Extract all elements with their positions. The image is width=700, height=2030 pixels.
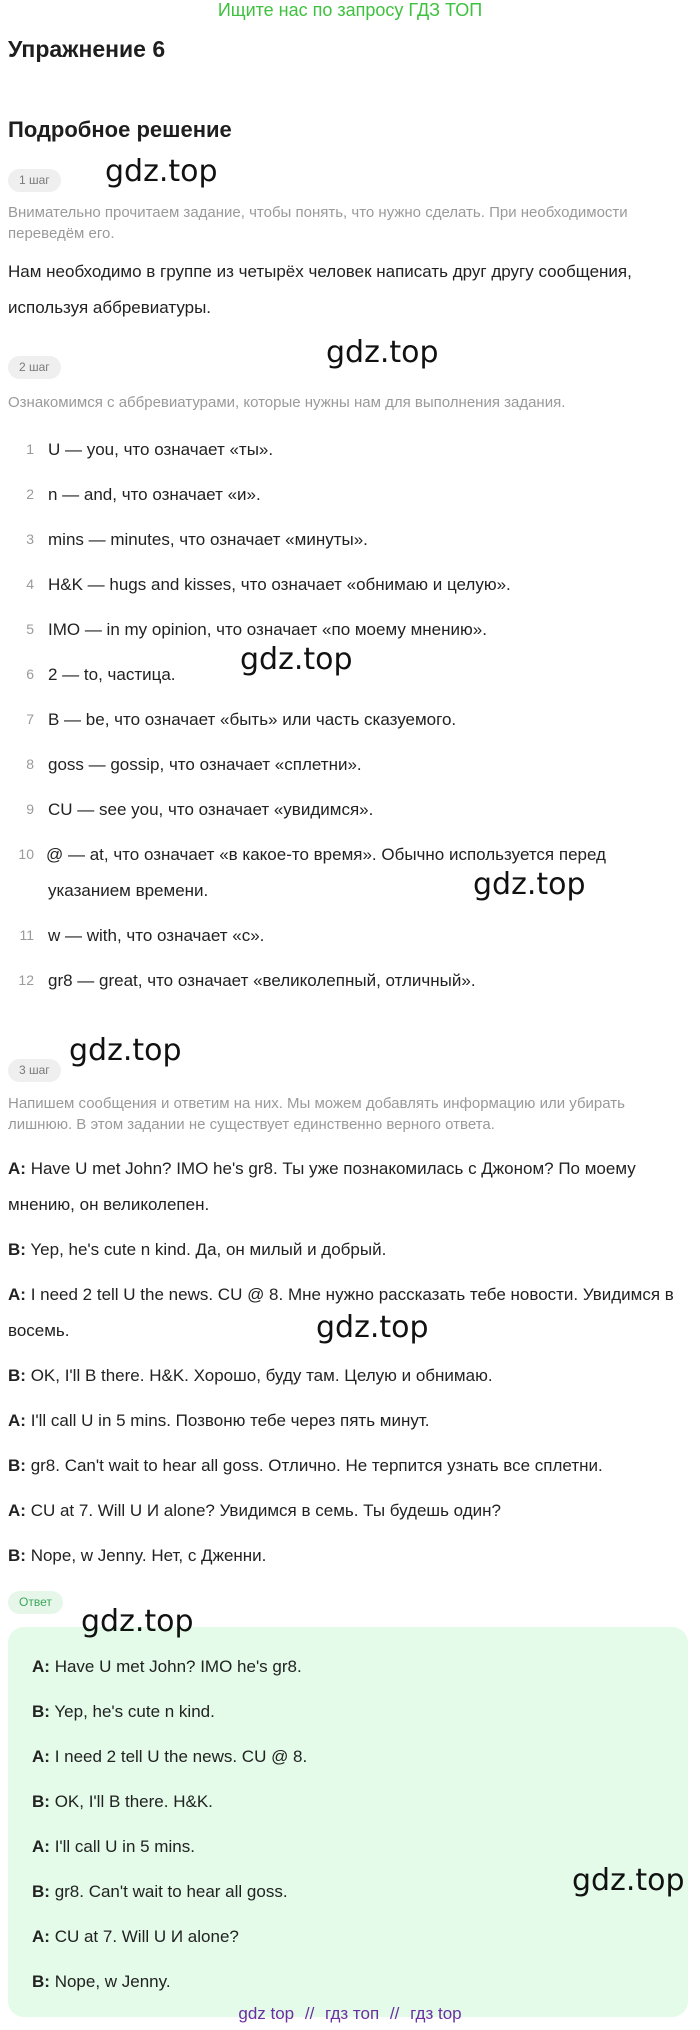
list-item-number: 7 <box>26 711 34 727</box>
speaker-label: A: <box>8 1411 26 1430</box>
list-item-number: 4 <box>26 576 34 592</box>
speaker-label: B: <box>8 1366 26 1385</box>
list-item: gr8 — great, что означает «великолепный, отличный». <box>48 971 476 990</box>
dialog-text: I need 2 tell U the news. CU @ 8. Мне нужно рассказать тебе новости. Увидимся в восемь. <box>8 1285 674 1340</box>
step-3-hint: Напишем сообщения и ответим на них. Мы можем добавлять информацию или убирать лишнюю. В этом задании не существует единственно верного ответа. <box>8 1095 625 1133</box>
speaker-label: B: <box>8 1456 26 1475</box>
answer-text: I'll call U in 5 mins. <box>54 1837 195 1856</box>
list-item-number: 8 <box>26 756 34 772</box>
answer-text: I need 2 tell U the news. CU @ 8. <box>54 1747 308 1766</box>
step-2-label: 2 шаг <box>8 356 61 379</box>
dialog-line <box>8 1448 688 1484</box>
list-item-number: 2 <box>26 486 34 502</box>
list-item-number: 1 <box>26 441 34 457</box>
answer-text: Nope, w Jenny. <box>54 1972 171 1991</box>
list-item-number: 11 <box>19 927 34 943</box>
speaker-label: A: <box>32 1747 50 1766</box>
step-3-badge <box>8 1059 61 1082</box>
list-item-number: 9 <box>26 801 34 817</box>
footer-link-3[interactable]: гдз top <box>410 2004 462 2023</box>
footer-separator: // <box>304 2004 315 2023</box>
list-item: mins — minutes, что означает «минуты». <box>48 530 368 549</box>
speaker-label: B: <box>32 1702 50 1721</box>
solution-heading: Подробное решение <box>8 117 232 142</box>
list-item-number: 3 <box>26 531 34 547</box>
dialog-text: Have U met John? IMO he's gr8. Ты уже познакомилась с Джоном? По моему мнению, он великолепен. <box>8 1159 636 1214</box>
list-item-number: 5 <box>26 621 34 637</box>
answer-line <box>32 1880 288 1904</box>
list-item: U — you, что означает «ты». <box>48 440 274 459</box>
list-item-number: 10 <box>18 846 34 862</box>
step-2-badge <box>8 356 61 379</box>
speaker-label: A: <box>8 1501 26 1520</box>
list-item-number: 6 <box>26 666 34 682</box>
answer-line <box>32 1970 171 1994</box>
watermark: gdz.top <box>326 335 439 370</box>
dialog-line <box>8 1232 688 1268</box>
search-banner: Ищите нас по запросу ГДЗ ТОП <box>217 0 483 20</box>
list-item-number: 12 <box>18 972 34 988</box>
list-item: H&K — hugs and kisses, что означает «обнимаю и целую». <box>48 575 511 594</box>
answer-badge <box>8 1591 63 1614</box>
speaker-label: A: <box>8 1285 26 1304</box>
dialog-text: Yep, he's cute n kind. Да, он милый и добрый. <box>30 1240 387 1259</box>
speaker-label: A: <box>32 1927 50 1946</box>
watermark: gdz.top <box>316 1310 429 1345</box>
dialog-line <box>8 1538 688 1574</box>
step-1-text: Нам необходимо в группе из четырёх человек написать друг другу сообщения, используя аббревиатуры. <box>8 262 632 317</box>
answer-line <box>32 1655 302 1679</box>
answer-line <box>32 1835 195 1859</box>
dialog-text: gr8. Can't wait to hear all goss. Отлично. Не терпится узнать все сплетни. <box>30 1456 603 1475</box>
answer-line <box>32 1700 215 1724</box>
answer-box <box>8 1627 688 2017</box>
speaker-label: B: <box>32 1792 50 1811</box>
answer-text: CU at 7. Will U И alone? <box>54 1927 239 1946</box>
speaker-label: B: <box>8 1240 26 1259</box>
answer-text: Have U met John? IMO he's gr8. <box>54 1657 302 1676</box>
list-item: w — with, что означает «с». <box>48 926 265 945</box>
dialog-text: Nope, w Jenny. Нет, с Дженни. <box>30 1546 267 1565</box>
list-item: goss — gossip, что означает «сплетни». <box>48 755 362 774</box>
step-1-hint: Внимательно прочитаем задание, чтобы понять, что нужно сделать. При необходимости переведём его. <box>8 204 628 242</box>
speaker-label: B: <box>32 1972 50 1991</box>
list-item: CU — see you, что означает «увидимся». <box>48 800 374 819</box>
answer-text: Yep, he's cute n kind. <box>54 1702 215 1721</box>
answer-text: gr8. Can't wait to hear all goss. <box>54 1882 288 1901</box>
dialog-line <box>8 1151 688 1223</box>
watermark: gdz.top <box>240 642 353 677</box>
dialog-line <box>8 1403 688 1439</box>
footer-links <box>0 2004 700 2024</box>
speaker-label: A: <box>8 1159 26 1178</box>
watermark: gdz.top <box>81 1604 194 1639</box>
speaker-label: A: <box>32 1657 50 1676</box>
step-3-label: 3 шаг <box>8 1059 61 1082</box>
answer-line <box>32 1925 239 1949</box>
answer-line <box>32 1790 213 1814</box>
watermark: gdz.top <box>69 1033 182 1068</box>
list-item: @ — at, что означает «в какое-то время». Обычно используется перед указанием времени. <box>46 845 606 900</box>
footer-link-1[interactable]: gdz top <box>238 2004 295 2023</box>
dialog-text: OK, I'll B there. H&K. Хорошо, буду там. Целую и обнимаю. <box>30 1366 493 1385</box>
speaker-label: B: <box>8 1546 26 1565</box>
watermark: gdz.top <box>572 1863 685 1898</box>
step-1-label: 1 шаг <box>8 169 61 192</box>
footer-link-2[interactable]: гдз топ <box>325 2004 380 2023</box>
answer-text: OK, I'll B there. H&K. <box>54 1792 213 1811</box>
watermark: gdz.top <box>473 867 586 902</box>
list-item: 2 — to, частица. <box>48 665 176 684</box>
dialog-line <box>8 1493 688 1529</box>
list-item: n — and, что означает «и». <box>48 485 261 504</box>
dialog-text: I'll call U in 5 mins. Позвоню тебе через пять минут. <box>30 1411 430 1430</box>
dialog-line <box>8 1358 688 1394</box>
dialog-text: CU at 7. Will U И alone? Увидимся в семь. Ты будешь один? <box>30 1501 501 1520</box>
watermark: gdz.top <box>105 154 218 189</box>
step-1-badge <box>8 169 61 192</box>
speaker-label: B: <box>32 1882 50 1901</box>
speaker-label: A: <box>32 1837 50 1856</box>
page-title: Упражнение 6 <box>8 36 166 62</box>
step-2-hint: Ознакомимся с аббревиатурами, которые нужны нам для выполнения задания. <box>8 394 566 411</box>
footer-separator: // <box>389 2004 400 2023</box>
list-item: IMO — in my opinion, что означает «по моему мнению». <box>48 620 487 639</box>
answer-line <box>32 1745 307 1769</box>
list-item: B — be, что означает «быть» или часть сказуемого. <box>48 710 457 729</box>
answer-label: Ответ <box>8 1591 63 1614</box>
